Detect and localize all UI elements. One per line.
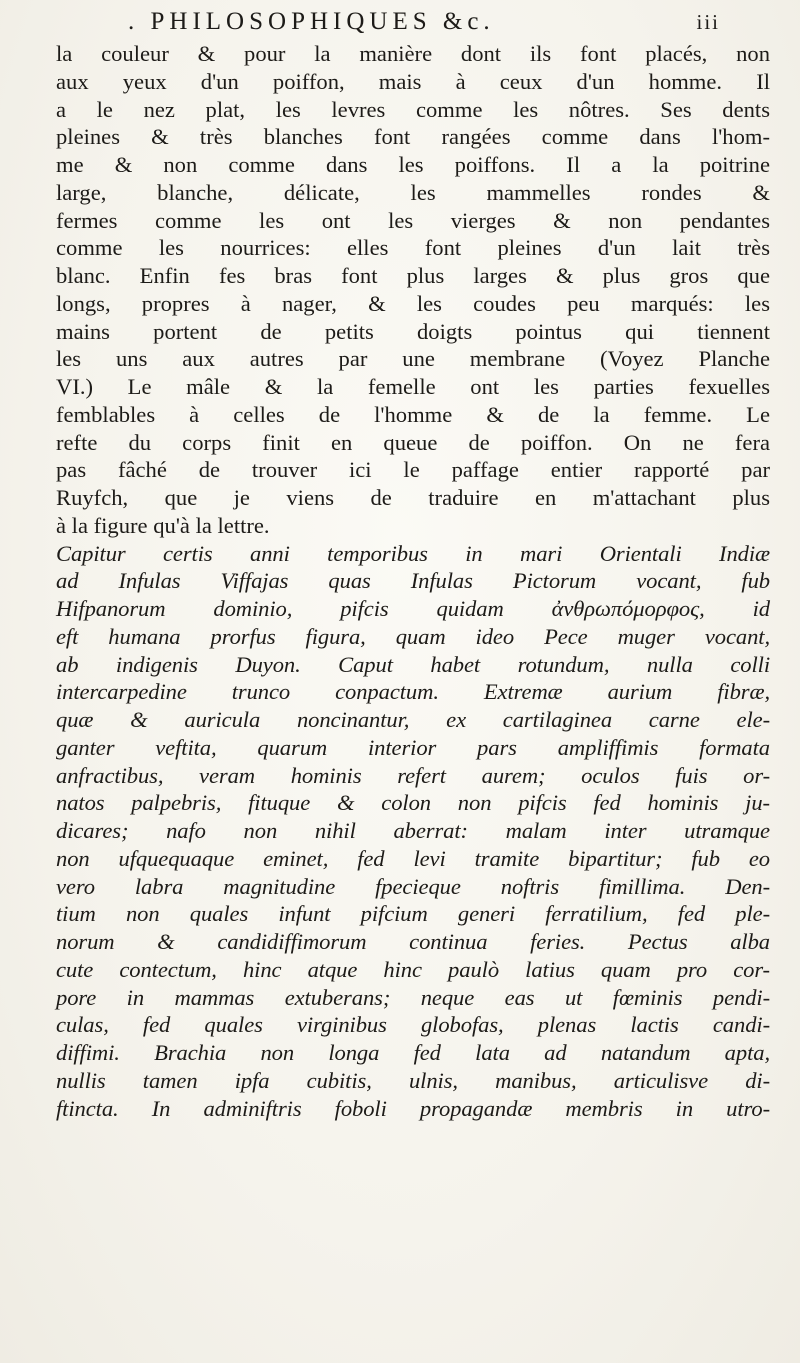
text-line: large, blanche, délicate, les mammelles rondes & <box>56 179 770 205</box>
text-line: culas, fed quales virginibus globofas, plenas lactis candi- <box>56 1012 770 1038</box>
text-line: me & non comme dans les poiffons. Il a la poitrine <box>56 152 770 177</box>
text-line: Capitur certis anni temporibus in mari Orientali Indiæ <box>56 540 770 566</box>
text-line: vero labra magnitudine fpecieque noftris fimillima. Den- <box>56 873 770 899</box>
text-line: anfractibus, veram hominis refert aurem; oculos fuis or- <box>56 762 770 788</box>
text-line: ganter veftita, quarum interior pars ampliffimis formata <box>56 734 770 760</box>
text-line: diffimi. Brachia non longa fed lata ad natandum apta, <box>56 1040 770 1065</box>
text-line: non ufquequaque eminet, fed levi tramite bipartitur; fub eo <box>56 845 770 871</box>
text-line: mains portent de petits doigts pointus qui tiennent <box>56 318 770 344</box>
text-line: fermes comme les ont les vierges & non pendantes <box>56 207 770 233</box>
text-line: a le nez plat, les levres comme les nôtres. Ses dents <box>56 96 770 122</box>
text-line: tium non quales infunt pifcium generi ferratilium, fed ple- <box>56 901 770 927</box>
text-line: la couleur & pour la manière dont ils font placés, non <box>56 41 770 66</box>
text-line: Ruyfch, que je viens de traduire en m'attachant plus <box>56 485 770 510</box>
text-line: comme les nourrices: elles font pleines d'un lait très <box>56 235 770 261</box>
text-line: aux yeux d'un poiffon, mais à ceux d'un homme. Il <box>56 68 770 94</box>
french-paragraph <box>56 40 770 540</box>
text-line: ad Infulas Viffajas quas Infulas Pictorum vocant, fub <box>56 568 770 594</box>
running-head <box>128 8 728 38</box>
text-line: VI.) Le mâle & la femelle ont les parties fexuelles <box>56 374 770 399</box>
text-line: pas fâché de trouver ici le paffage entier rapporté par <box>56 457 770 483</box>
text-line: pleines & très blanches font rangées comme dans l'hom- <box>56 124 770 150</box>
text-line: quæ & auricula noncinantur, ex cartilaginea carne ele- <box>56 707 770 732</box>
text-line: pore in mammas extuberans; neque eas ut fœminis pendi- <box>56 984 770 1010</box>
text-line: eft humana prorfus figura, quam ideo Pece muger vocant, <box>56 623 770 649</box>
text-line: intercarpedine trunco conpactum. Extremæ aurium fibræ, <box>56 679 770 705</box>
text-line: blanc. Enfin fes bras font plus larges & plus gros que <box>56 263 770 288</box>
text-line: cute contectum, hinc atque hinc paulò latius quam pro cor- <box>56 956 770 982</box>
page-number: iii <box>696 10 720 34</box>
text-line: Hifpanorum dominio, pifcis quidam ἀνθρωπόμορφος, id <box>56 596 770 621</box>
text-line: refte du corps finit en queue de poiffon. On ne fera <box>56 429 770 455</box>
text-line: norum & candidiffimorum continua feries. Pectus alba <box>56 929 770 954</box>
text-line: ab indigenis Duyon. Caput habet rotundum, nulla colli <box>56 651 770 677</box>
text-line: les uns aux autres par une membrane (Voyez Planche <box>56 346 770 372</box>
text-line: longs, propres à nager, & les coudes peu marqués: les <box>56 290 770 316</box>
body-text <box>56 40 770 1122</box>
text-line: nullis tamen ipfa cubitis, ulnis, manibus, articulisve di- <box>56 1067 770 1093</box>
text-line: ftincta. In adminiftris foboli propagandæ membris in utro- <box>56 1095 770 1121</box>
text-line: natos palpebris, fituque & colon non pifcis fed hominis ju- <box>56 790 770 816</box>
running-title: . PHILOSOPHIQUES &c. <box>128 8 495 35</box>
latin-quotation <box>56 540 770 1123</box>
text-line: femblables à celles de l'homme & de la femme. Le <box>56 401 770 427</box>
text-line: à la figure qu'à la lettre. <box>56 512 270 538</box>
text-line: dicares; nafo non nihil aberrat: malam inter utramque <box>56 818 770 843</box>
